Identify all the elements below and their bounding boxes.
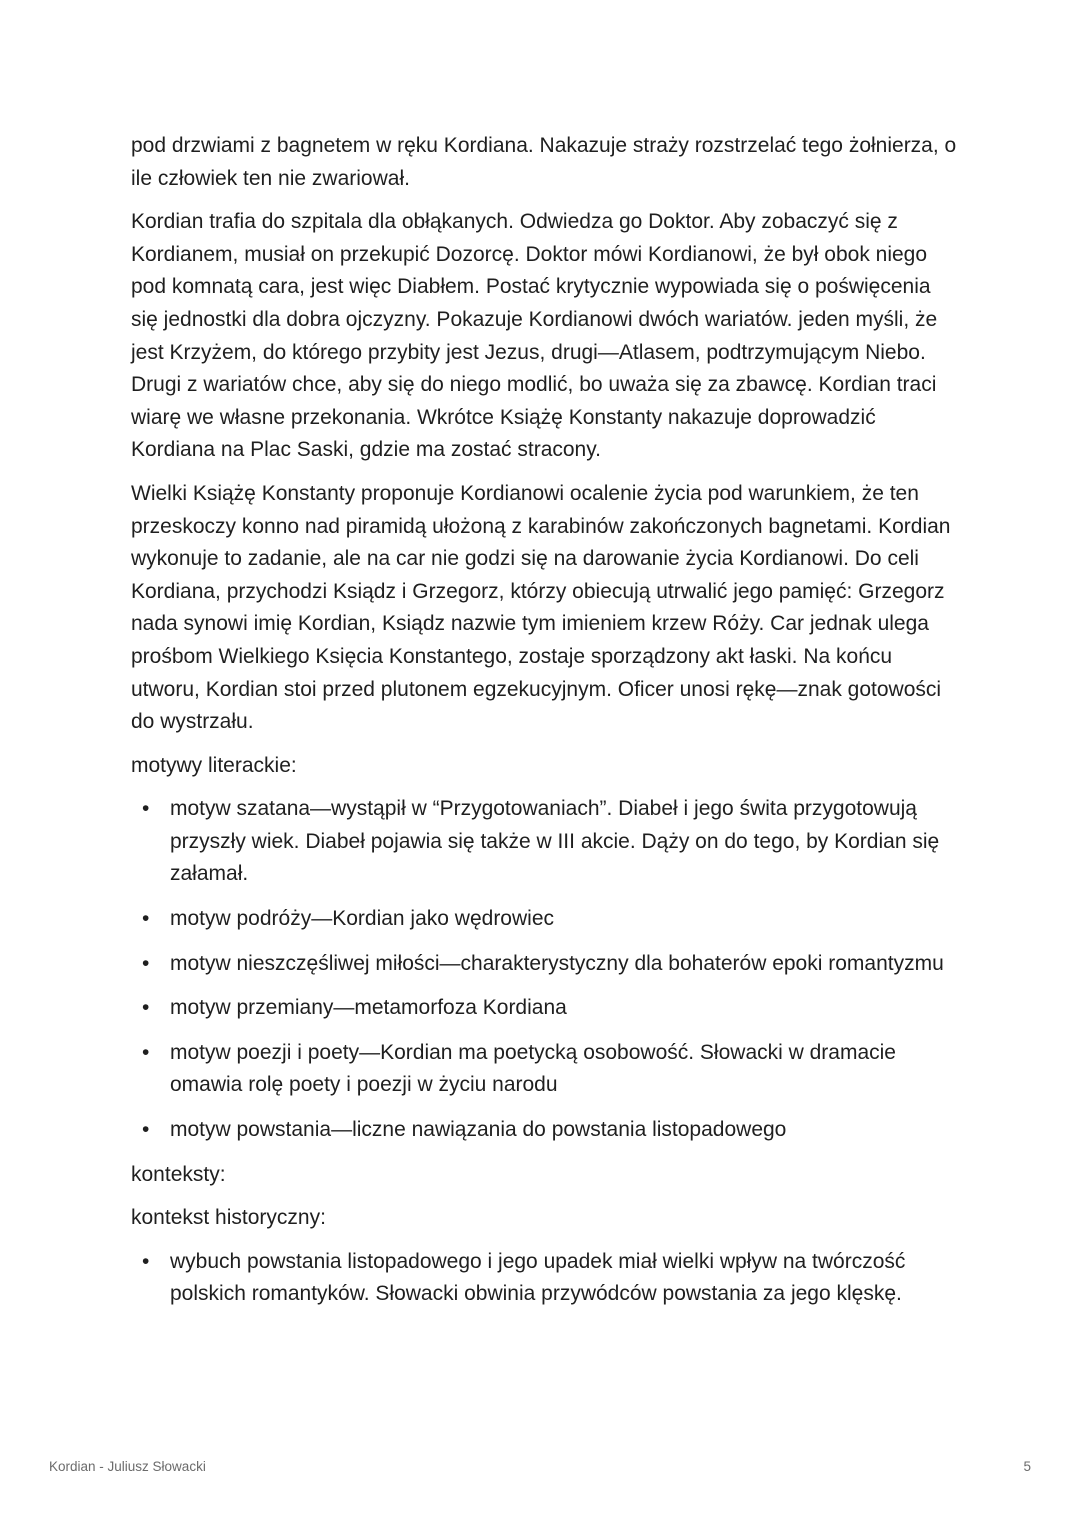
list-item-text: motyw nieszczęśliwej miłości—charakterystyczny dla bohaterów epoki romantyzmu: [170, 951, 944, 975]
paragraph: Kordian trafia do szpitala dla obłąkanych. Odwiedza go Doktor. Aby zobaczyć się z Kordianem, musiał on przekupić Dozorcę. Doktor mówi Kordianowi, że był obok niego pod komnatą cara, jest więc Diabłem. Postać krytycznie wypowiada się o poświęcenia się jednostki dla dobra ojczyzny. Pokazuje Kordianowi dwóch wariatów. jeden myśli, że jest Krzyżem, do którego przybity jest Jezus, drugi—Atlasem, podtrzymującym Niebo. Drugi z wariatów chce, aby się do niego modlić, bo uważa się za zbawcę. Kordian traci wiarę we własne przekonania. Wkrótce Książę Konstanty nakazuje doprowadzić Kordiana na Plac Saski, gdzie ma zostać stracony.: [131, 210, 938, 462]
list-item-text: motyw przemiany—metamorfoza Kordiana: [170, 996, 567, 1020]
list-item: [131, 1037, 961, 1102]
historical-context-heading: kontekst historyczny:: [131, 1206, 326, 1230]
list-item-text: motyw szatana—wystąpił w “Przygotowaniach”. Diabeł i jego świta przygotowują przyszły wiek. Diabeł pojawia się także w III akcie. Dąży on do tego, by Kordian się załamał.: [170, 797, 940, 886]
list-item-text: wybuch powstania listopadowego i jego upadek miał wielki wpływ na twórczość polskich romantyków. Słowacki obwinia przywódców powstania za jego klęskę.: [170, 1249, 906, 1306]
list-item: [131, 948, 961, 981]
footer-document-title: Kordian - Juliusz Słowacki: [49, 1459, 206, 1474]
list-item: [131, 903, 961, 936]
bullet-icon: •: [142, 1249, 150, 1273]
bullet-icon: •: [142, 1118, 150, 1142]
bullet-icon: •: [142, 996, 150, 1020]
paragraph: pod drzwiami z bagnetem w ręku Kordiana. Nakazuje straży rozstrzelać tego żołnierza, o ile człowiek ten nie zwariował.: [131, 134, 957, 190]
contexts-heading: konteksty:: [131, 1162, 226, 1186]
bullet-icon: •: [142, 907, 150, 931]
motifs-list: [131, 793, 961, 1146]
list-item: [131, 992, 961, 1025]
bullet-icon: •: [142, 1040, 150, 1064]
bullet-icon: •: [142, 951, 150, 975]
list-item: [131, 793, 961, 891]
list-item: [131, 1246, 961, 1311]
paragraph: Wielki Książę Konstanty proponuje Kordianowi ocalenie życia pod warunkiem, że ten przeskoczy konno nad piramidą ułożoną z karabinów zakończonych bagnetami. Kordian wykonuje to zadanie, ale na car nie godzi się na darowanie życia Kordianowi. Do celi Kordiana, przychodzi Ksiądz i Grzegorz, którzy obiecują utrwalić jego pamięć: Grzegorz nada synowi imię Kordian, Ksiądz nazwie tym imieniem krzew Róży. Car jednak ulega prośbom Wielkiego Księcia Konstantego, zostaje sporządzony akt łaski. Na końcu utworu, Kordian stoi przed plutonem egzekucyjnym. Oficer unosi rękę—znak gotowości do wystrzału.: [131, 481, 951, 734]
bullet-icon: •: [142, 797, 150, 821]
historical-context-list: [131, 1246, 961, 1311]
list-item: [131, 1114, 961, 1147]
footer-page-number: 5: [1023, 1459, 1031, 1474]
motifs-heading: motywy literackie:: [131, 753, 297, 777]
list-item-text: motyw podróży—Kordian jako wędrowiec: [170, 907, 554, 931]
list-item-text: motyw powstania—liczne nawiązania do powstania listopadowego: [170, 1118, 787, 1142]
list-item-text: motyw poezji i poety—Kordian ma poetycką osobowość. Słowacki w dramacie omawia rolę poety i poezji w życiu narodu: [170, 1040, 896, 1097]
page-content: [131, 130, 961, 1323]
